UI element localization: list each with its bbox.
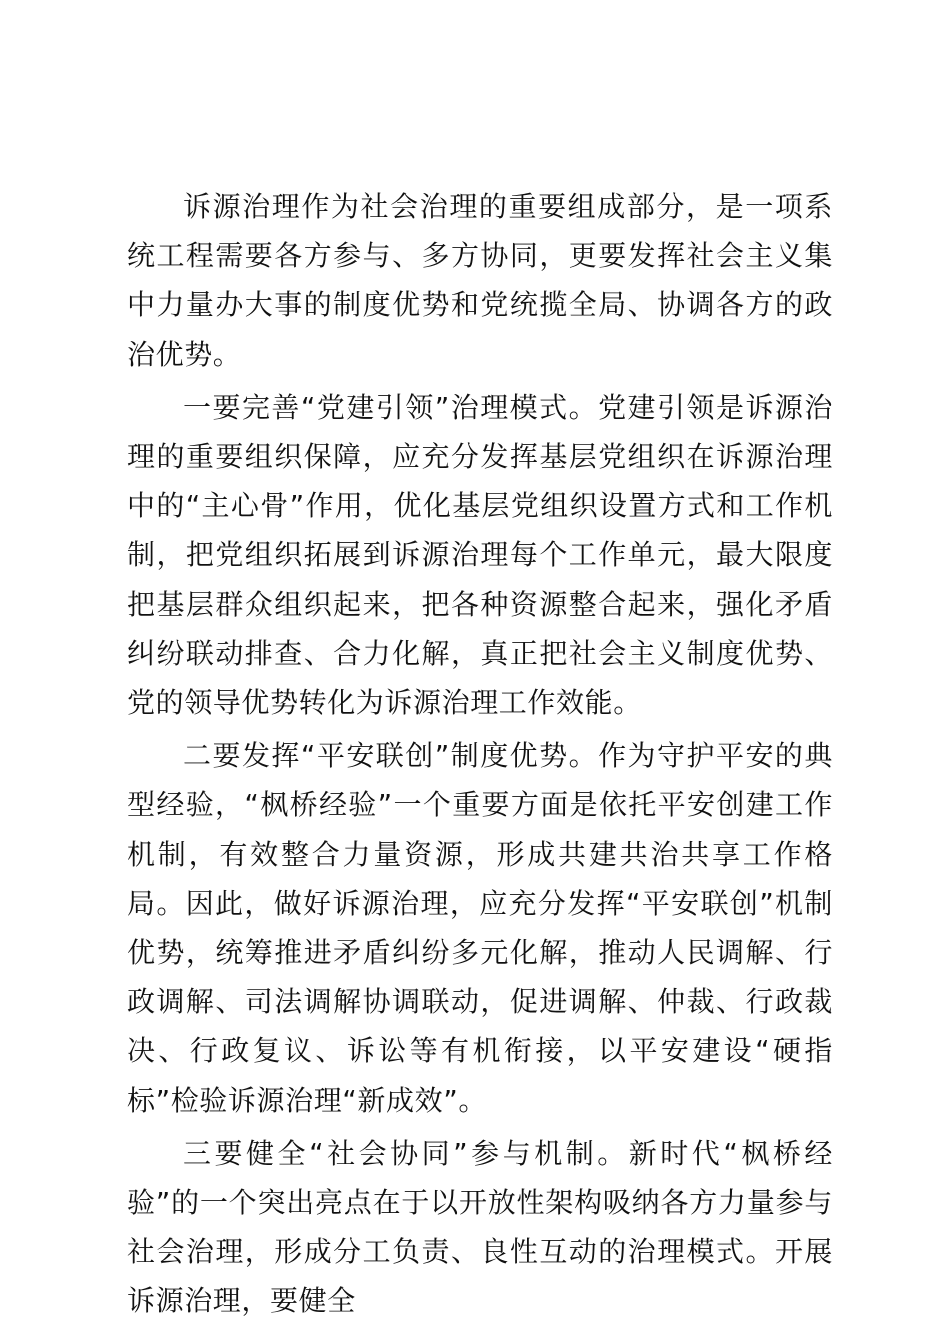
paragraph-party-leadership: 一要完善“党建引领”治理模式。党建引领是诉源治理的重要组织保障，应充分发挥基层党组织在诉源治理中的“主心骨”作用，优化基层党组织设置方式和工作机制，把党组织拓展到诉源治理每个工作单元，最大限度把基层群众组织起来，把各种资源整合起来，强化矛盾纠纷联动排查、合力化解，真正把社会主义制度优势、党的领导优势转化为诉源治理工作效能。 xyxy=(127,390,833,720)
document-body xyxy=(127,182,833,1330)
paragraph-safety-co-creation: 二要发挥“平安联创”制度优势。作为守护平安的典型经验，“枫桥经验”一个重要方面是依托平安创建工作机制，有效整合力量资源，形成共建共治共享工作格局。因此，做好诉源治理，应充分发挥“平安联创”机制优势，统筹推进矛盾纠纷多元化解，推动人民调解、行政调解、司法调解协调联动，促进调解、仲裁、行政裁决、行政复议、诉讼等有机衔接，以平安建设“硬指标”检验诉源治理“新成效”。 xyxy=(127,739,833,1117)
paragraph-social-coordination: 三要健全“社会协同”参与机制。新时代“枫桥经验”的一个突出亮点在于以开放性架构吸纳各方力量参与社会治理，形成分工负责、良性互动的治理模式。开展诉源治理，要健全 xyxy=(127,1136,833,1318)
paragraph-intro: 诉源治理作为社会治理的重要组成部分，是一项系统工程需要各方参与、多方协同，更要发挥社会主义集中力量办大事的制度优势和党统揽全局、协调各方的政治优势。 xyxy=(127,190,833,371)
